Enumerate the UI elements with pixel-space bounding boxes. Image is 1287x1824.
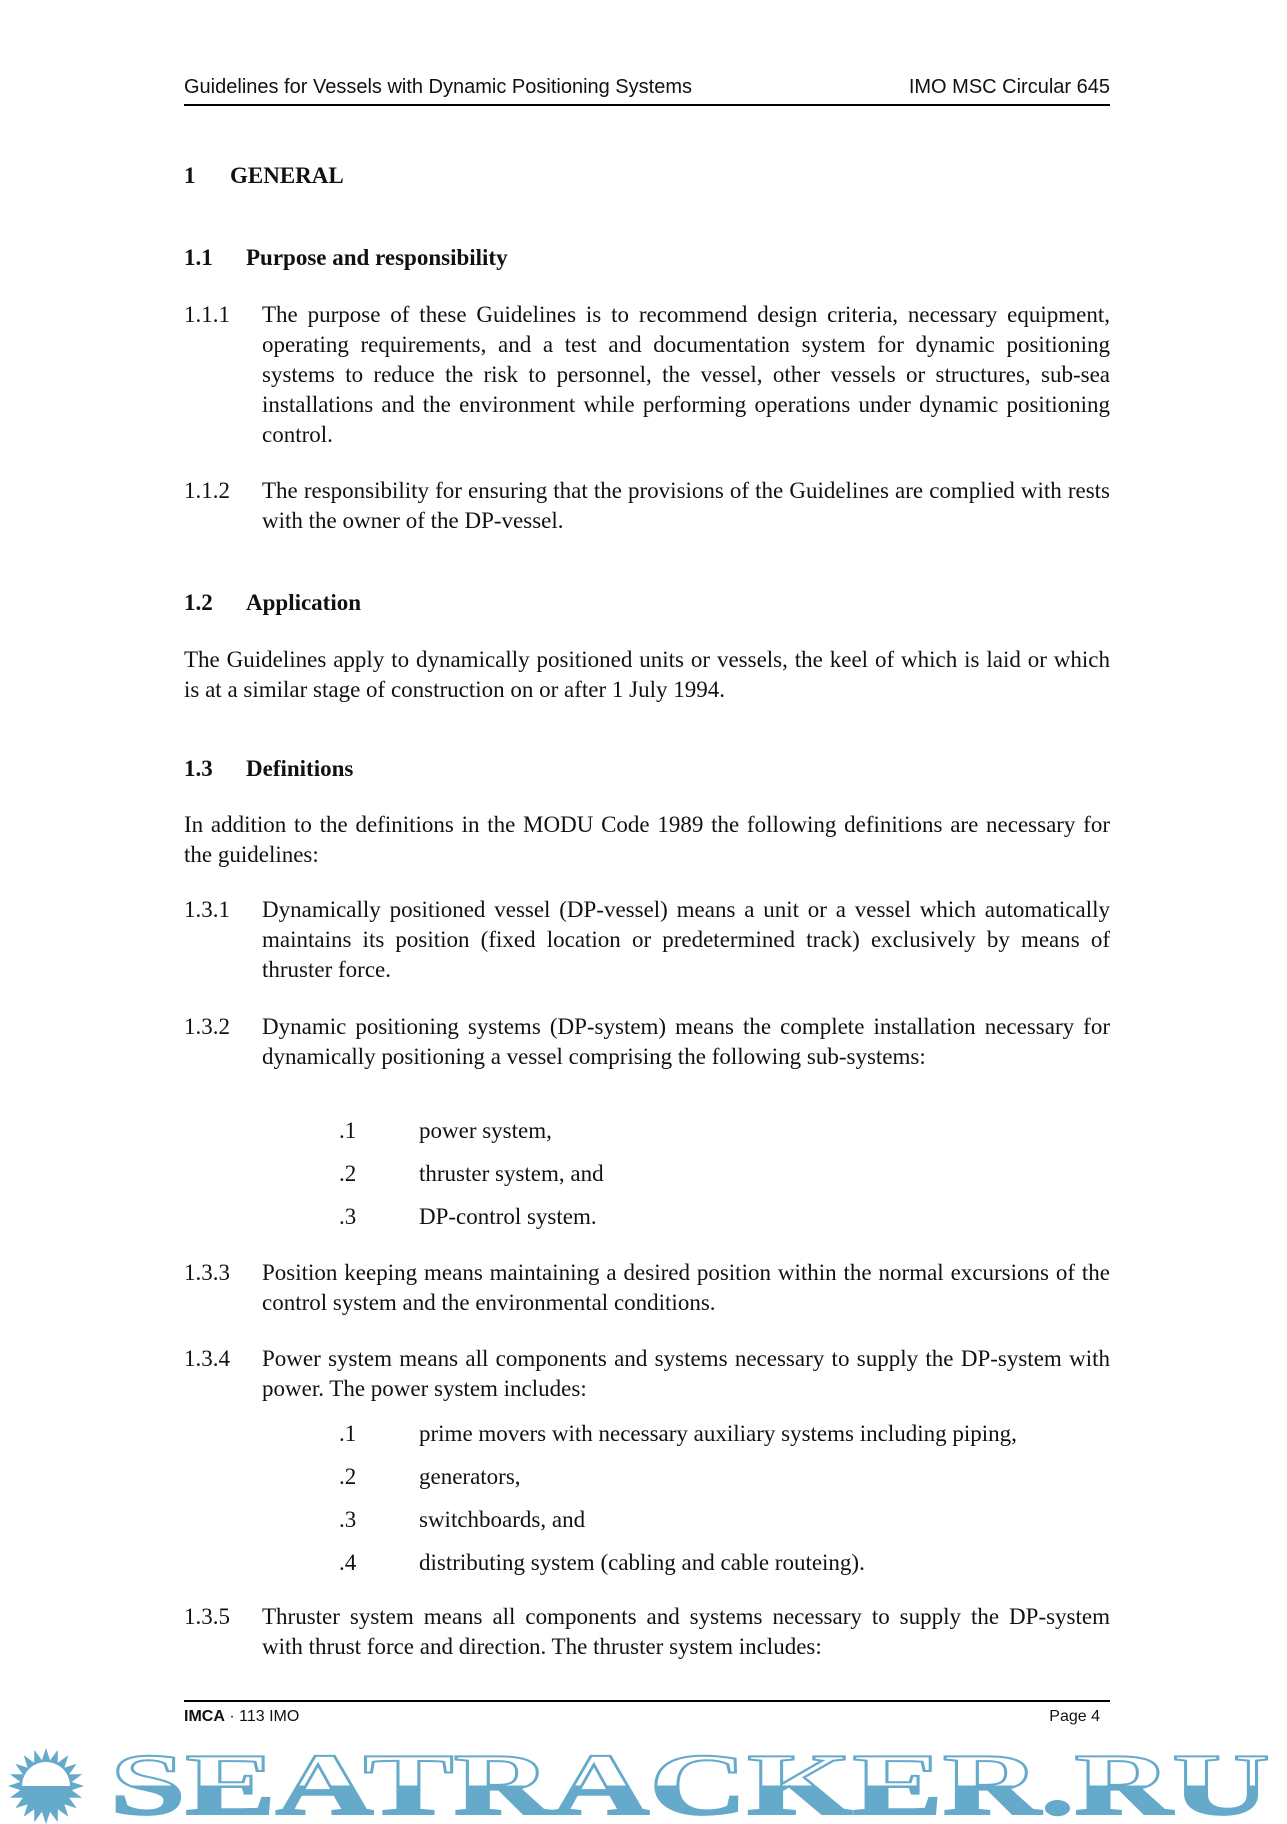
- subsection-title: Purpose and responsibility: [246, 245, 508, 270]
- list-text: DP-control system.: [419, 1204, 597, 1229]
- list-text: power system,: [419, 1118, 552, 1143]
- clause-1-3-2: [184, 1012, 1110, 1072]
- section-title: GENERAL: [230, 163, 344, 188]
- clause-text: The purpose of these Guidelines is to recommend design criteria, necessary equipment, operating requirements, and a test and documentation system for dynamic positioning systems to reduce the risk to personnel, the vessel, other vessels or structures, sub-sea installations and the environment while performing operations under dynamic positioning control.: [262, 302, 1110, 447]
- list-item: [339, 1202, 597, 1232]
- list-number: .2: [339, 1161, 357, 1186]
- watermark-text: SEATRACKER.RU: [110, 1746, 1270, 1824]
- clause-text: Position keeping means maintaining a desired position within the normal excursions of the control system and the environmental conditions.: [262, 1260, 1110, 1315]
- subsection-heading: [184, 754, 353, 784]
- section-number: 1: [184, 163, 196, 188]
- page-footer: [184, 1700, 1110, 1726]
- clause-1-3-1: [184, 895, 1110, 985]
- subsection-heading: [184, 243, 508, 273]
- clause-1-3-4: [184, 1344, 1110, 1404]
- list-item: [339, 1159, 604, 1189]
- subsection-number: 1.3: [184, 756, 213, 781]
- page-number: Page 4: [1049, 1708, 1100, 1725]
- subsection-title: Definitions: [246, 756, 354, 781]
- list-number: .3: [339, 1204, 357, 1229]
- clause-number: 1.3.3: [184, 1260, 230, 1285]
- header-title: Guidelines for Vessels with Dynamic Positioning Systems: [184, 76, 692, 98]
- list-item: [339, 1505, 585, 1535]
- list-text: generators,: [419, 1464, 521, 1489]
- list-text: switchboards, and: [419, 1507, 586, 1532]
- clause-1-3-3: [184, 1258, 1110, 1318]
- list-text: thruster system, and: [419, 1161, 604, 1186]
- list-item: [339, 1462, 521, 1492]
- list-number: .4: [339, 1550, 357, 1575]
- subsection-number: 1.2: [184, 590, 213, 615]
- sun-icon: [8, 1748, 84, 1824]
- paragraph: In addition to the definitions in the MODU Code 1989 the following definitions are necessary for the guidelines:: [184, 812, 1110, 867]
- footer-code: · 113 IMO: [224, 1708, 300, 1725]
- clause-number: 1.3.1: [184, 897, 230, 922]
- watermark-logo: [0, 1746, 1287, 1824]
- clause-text: The responsibility for ensuring that the provisions of the Guidelines are complied with rests with the owner of the DP-vessel.: [262, 478, 1110, 533]
- clause-text: Dynamically positioned vessel (DP-vessel) means a unit or a vessel which automatically maintains its position (fixed location or predetermined track) exclusively by means of thruster force.: [262, 897, 1110, 982]
- header-reference: IMO MSC Circular 645: [908, 76, 1110, 98]
- subsection-title: Application: [246, 590, 362, 615]
- section-heading-general: [184, 161, 344, 191]
- clause-text: Dynamic positioning systems (DP-system) means the complete installation necessary for dynamically positioning a vessel comprising the following sub-systems:: [262, 1014, 1110, 1069]
- clause-text: Power system means all components and systems necessary to supply the DP-system with power. The power system includes:: [262, 1346, 1110, 1401]
- list-text: prime movers with necessary auxiliary systems including piping,: [419, 1421, 1017, 1446]
- clause-number: 1.1.1: [184, 302, 230, 327]
- footer-org: IMCA: [184, 1708, 225, 1725]
- clause-text: Thruster system means all components and systems necessary to supply the DP-system with thrust force and direction. The thruster system includes:: [262, 1604, 1110, 1659]
- list-number: .2: [339, 1464, 357, 1489]
- list-item: [339, 1419, 1017, 1449]
- clause-number: 1.3.2: [184, 1014, 230, 1039]
- clause-1-3-5: [184, 1602, 1110, 1662]
- clause-number: 1.3.5: [184, 1604, 230, 1629]
- clause-1-1-2: [184, 476, 1110, 536]
- list-number: .3: [339, 1507, 357, 1532]
- subsection-number: 1.1: [184, 245, 213, 270]
- paragraph: The Guidelines apply to dynamically positioned units or vessels, the keel of which is laid or which is at a similar stage of construction on or after 1 July 1994.: [184, 647, 1110, 702]
- list-number: .1: [339, 1421, 357, 1446]
- clause-number: 1.1.2: [184, 478, 230, 503]
- clause-1-1-1: [184, 300, 1110, 450]
- list-text: distributing system (cabling and cable routeing).: [419, 1550, 865, 1575]
- list-number: .1: [339, 1118, 357, 1143]
- page-header: [184, 76, 1110, 106]
- subsection-heading: [184, 588, 361, 618]
- list-item: [339, 1116, 552, 1146]
- clause-number: 1.3.4: [184, 1346, 230, 1371]
- list-item: [339, 1548, 865, 1578]
